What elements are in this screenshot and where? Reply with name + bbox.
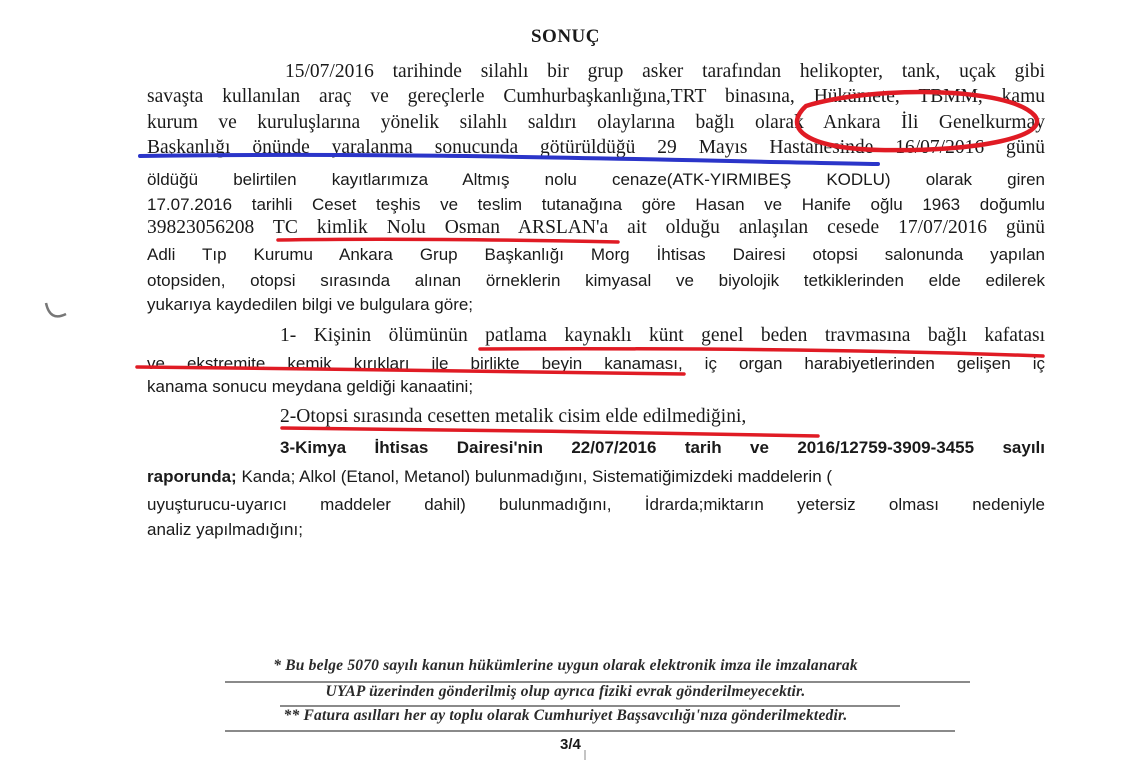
finding-3-line-2-text: Kanda; Alkol (Etanol, Metanol) bulunmadığını, Sistematiğimizdeki maddelerin (: [236, 467, 833, 486]
text-line-9: otopsiden, otopsi sırasında alınan örneklerin kimyasal ve biyolojik tetkiklerinden elde edilerek: [147, 271, 1045, 290]
finding-2: 2-Otopsi sırasında cesetten metalik cisim elde edilmediğini,: [280, 406, 747, 427]
text-line-7: 39823056208 TC kimlik Nolu Osman ARSLAN'a ait olduğu anlaşılan cesede 17/07/2016 günü: [147, 217, 1045, 238]
text-line-8: Adli Tıp Kurumu Ankara Grup Başkanlığı Morg İhtisas Dairesi otopsi salonunda yapılan: [147, 245, 1045, 264]
footer-line-2: UYAP üzerinden gönderilmiş olup ayrıca fiziki evrak gönderilmeyecektir.: [325, 683, 806, 700]
text-line-4: Başkanlığı önünde yaralanma sonucunda götürüldüğü 29 Mayıs Hastanesinde 16/07/2016 günü: [147, 137, 1045, 158]
document-title: SONUÇ: [530, 26, 600, 47]
footer-line-3: ** Fatura asılları her ay toplu olarak Cumhuriyet Başsavcılığı'nıza gönderilmektedir.: [283, 707, 848, 724]
finding-3-line-2: [147, 465, 1045, 489]
finding-1-line-3: kanama sonucu meydana geldiği kanaatini;: [147, 377, 474, 396]
finding-1-line-1: 1- Kişinin ölümünün patlama kaynaklı künt genel beden travmasına bağlı kafatası: [280, 325, 1045, 346]
red-underline-metalik: [282, 428, 818, 436]
text-line-10: yukarıya kaydedilen bilgi ve bulgulara göre;: [147, 295, 474, 314]
finding-1-line-2: ve ekstremite kemik kırıkları ile birlikte beyin kanaması, iç organ harabiyetlerinden gelişen iç: [147, 354, 1045, 373]
finding-3-line-1: 3-Kimya İhtisas Dairesi'nin 22/07/2016 tarih ve 2016/12759-3909-3455 sayılı: [280, 438, 1045, 457]
text-line-3: kurum ve kuruluşlarına yönelik silahlı saldırı olaylarına bağlı olarak Ankara İli Genelkurmay: [147, 112, 1045, 133]
hole-punch-mark: [46, 303, 66, 316]
footer-line-1: * Bu belge 5070 sayılı kanun hükümlerine uygun olarak elektronik imza ile imzalanarak: [273, 657, 858, 674]
page-number: 3/4: [560, 736, 581, 753]
text-line-2: savaşta kullanılan araç ve gereçlerle Cumhurbaşkanlığına,TRT binasına, Hükümete, TBMM, kamu: [147, 86, 1045, 107]
finding-3-line-3: uyuşturucu-uyarıcı maddeler dahil) bulunmadığını, İdrarda;miktarın yetersiz olması nedeniyle: [147, 495, 1045, 514]
text-line-1: 15/07/2016 tarihinde silahlı bir grup asker tarafından helikopter, tank, uçak gibi: [285, 61, 1045, 82]
report-label: raporunda;: [147, 467, 237, 486]
text-line-5: öldüğü belirtilen kayıtlarımıza Altmış nolu cenaze(ATK-YIRMIBEŞ KODLU) olarak giren: [147, 170, 1045, 189]
text-line-6: 17.07.2016 tarihli Ceset teşhis ve teslim tutanağına göre Hasan ve Hanife oğlu 1963 doğumlu: [147, 195, 1045, 214]
finding-3-line-4: analiz yapılmadığını;: [147, 520, 303, 539]
